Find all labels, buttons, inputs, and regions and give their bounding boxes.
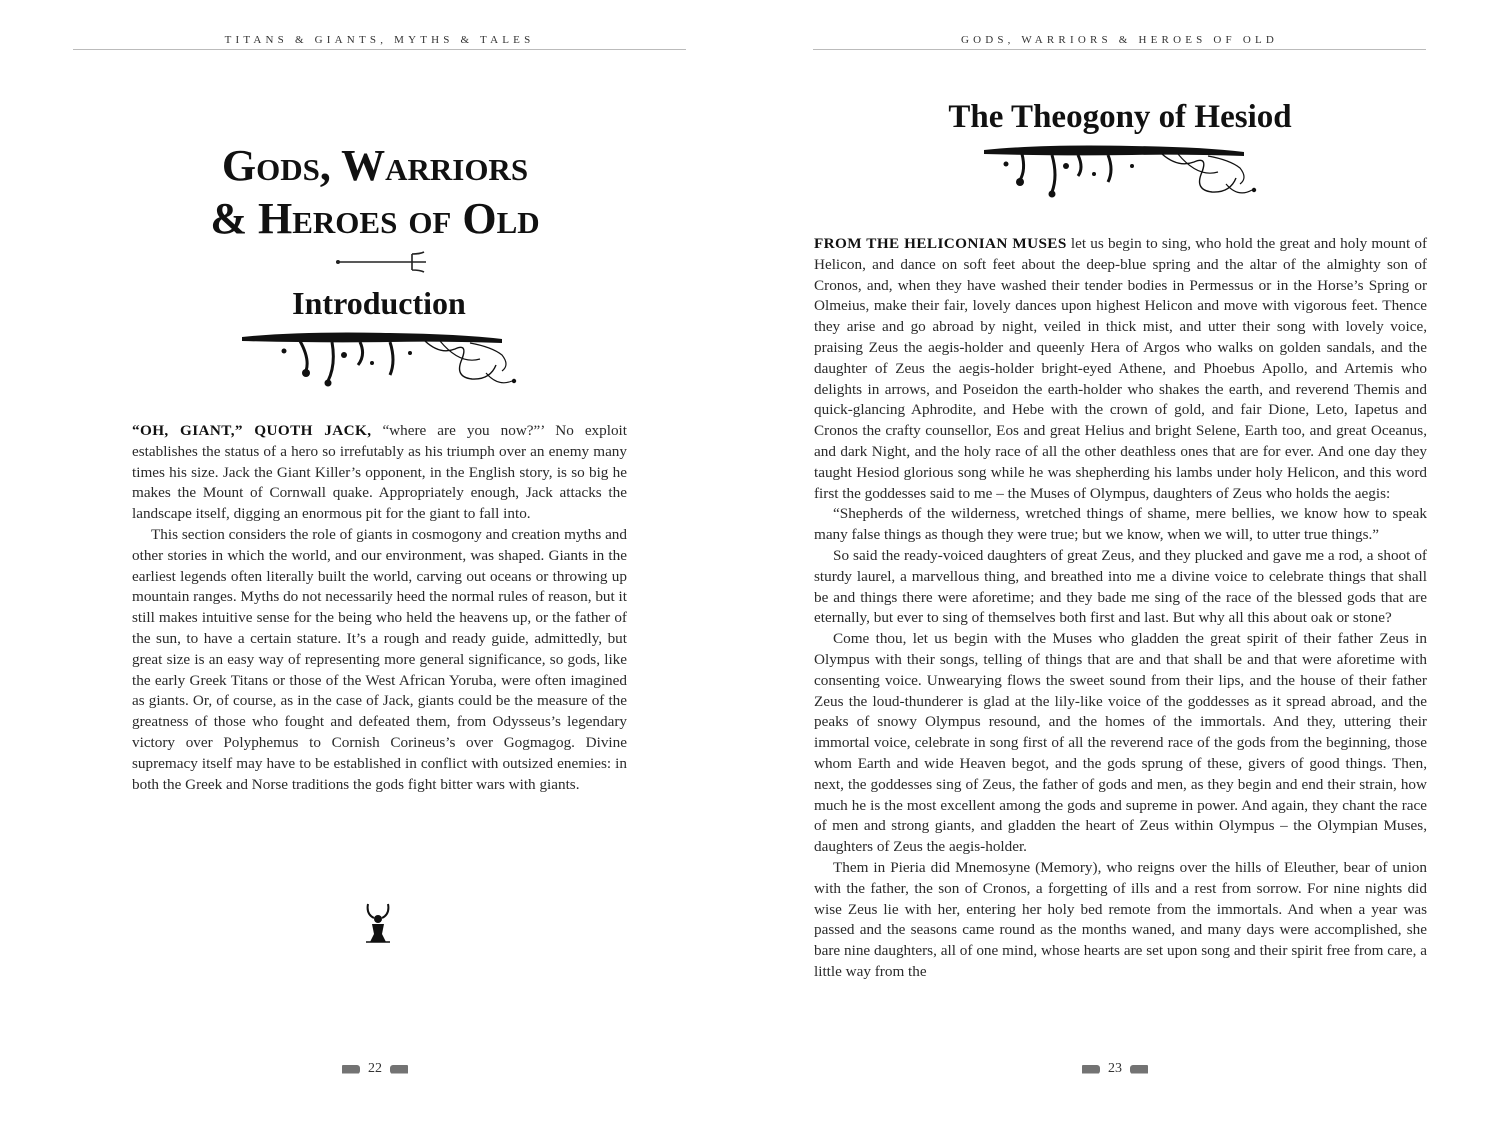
paragraph: Them in Pieria did Mnemosyne (Memory), who reigns over the hills of Eleuther, bear of union with the father, the son of Cronos, a forgetting of ills and a rest from sorrow. For nine nights did wise Zeus lie with her, entering her holy bed remote from the immortals. And when a year was passed and the seasons came round as the months waned, and many days were accomplished, she bare nine daughters, all of one mind, whose hearts are set upon song and their spirit free from care, a little way from the — [814, 858, 1427, 980]
right-page — [750, 0, 1500, 1147]
folio-ornament-icon — [390, 1065, 408, 1074]
page-number: 23 — [1108, 1061, 1122, 1076]
page-number: 22 — [368, 1061, 382, 1076]
running-head-right: GODS, WARRIORS & HEROES OF OLD — [960, 34, 1279, 46]
page-number-right — [1082, 1061, 1148, 1077]
chapter-title-line2: & Heroes of Old — [210, 194, 540, 243]
folio-ornament-icon — [342, 1065, 360, 1074]
chapter-title-line1: Gods, Warriors — [221, 141, 529, 190]
running-head-left: TITANS & GIANTS, MYTHS & TALES — [224, 34, 535, 46]
paragraph — [132, 421, 627, 525]
folio-ornament-icon — [1130, 1065, 1148, 1074]
page-number-left — [342, 1061, 408, 1077]
section-title-theogony: The Theogony of Hesiod — [948, 99, 1292, 135]
section-title-introduction: Introduction — [292, 285, 466, 321]
paragraph-text: “where are you now?”’ No exploit establishes the status of a hero so irrefutably as his triumph over an enemy many times his size. Jack the Giant Killer’s opponent, in the English story, is so big he makes the Mount of Cornwall quake. Appropriately enough, Jack attacks the landscape itself, digging an enormous pit for the giant to fall into. — [132, 422, 627, 523]
folio-ornament-icon — [1082, 1065, 1100, 1074]
theogony-text — [814, 234, 1427, 983]
ink-splatter-flourish-icon — [240, 325, 525, 390]
paragraph: “Shepherds of the wilderness, wretched things of shame, mere bellies, we know how to speak many false things as though they were true; but we know, when we will, to utter true things.” — [814, 505, 1427, 544]
horned-figure-ornament-icon — [364, 902, 392, 944]
trident-ornament-icon — [334, 251, 428, 273]
header-rule-left — [73, 49, 686, 50]
paragraph — [814, 234, 1427, 504]
introduction-text — [132, 421, 627, 795]
lead-in: FROM THE HELICONIAN MUSES — [814, 235, 1067, 252]
paragraph: Come thou, let us begin with the Muses who gladden the great spirit of their father Zeus in Olympus with their songs, telling of things that are and that shall be and that were aforetime with consenting voice. Unwearying flows the sweet sound from their lips, and the house of their father Zeus the loud-thunderer is glad at the lily-like voice of the goddesses as it spread abroad, and the peaks of snowy Olympus resound, and the homes of the immortals. And they, uttering their immortal voice, celebrate in song first of all the reverend race of the gods from the beginning, those whom Earth and wide Heaven begot, and the gods sprung of these, givers of good things. Then, next, the goddesses sing of Zeus, the father of gods and men, as they begin and end their strain, how much he is the most excellent among the gods and supreme in power. And again, they chant the race of men and strong giants, and gladden the heart of Zeus within Olympus – the Olympian Muses, daughters of Zeus the aegis-holder. — [814, 630, 1427, 856]
ink-splatter-flourish-icon — [982, 140, 1267, 205]
paragraph-text: let us begin to sing, who hold the great and holy mount of Helicon, and dance on soft feet about the deep-blue spring and the altar of the almighty son of Cronos, and, when they have washed their tender bodies in Permessus or in the Horse’s Spring or Olmeius, make their fair, lovely dances upon highest Helicon and move with vigorous feet. Thence they arise and go abroad by night, veiled in thick mist, and utter their song with lovely voice, praising Zeus the aegis-holder and queenly Hera of Argos who walks on golden sandals, and the daughter of Zeus the aegis-holder bright-eyed Athene, and Phoebus Apollo, and Artemis who delights in arrows, and Poseidon the earth-holder who shakes the earth, and reverend Themis and quick-glancing Aphrodite, and Hebe with the crown of gold, and fair Dione, Leto, Iapetus and Cronos the crafty counsellor, Eos and great Helius and bright Selene, Earth too, and great Oceanus, and dark Night, and the holy race of all the other deathless ones that are for ever. And one day they taught Hesiod glorious song while he was shepherding his lambs under holy Helicon, and this word first the goddesses said to me – the Muses of Olympus, daughters of Zeus who holds the aegis: — [814, 235, 1428, 502]
header-rule-right — [813, 49, 1426, 50]
lead-in: “OH, GIANT,” QUOTH JACK, — [132, 422, 372, 439]
paragraph: So said the ready-voiced daughters of great Zeus, and they plucked and gave me a rod, a shoot of sturdy laurel, a marvellous thing, and breathed into me a divine voice to celebrate things that shall be and things there were aforetime; and they bade me sing of the race of the blessed gods that are eternally, but ever to sing of themselves both first and last. But why all this about oak or stone? — [814, 546, 1427, 627]
paragraph: This section considers the role of giants in cosmogony and creation myths and other stories in which the world, and our environment, was shaped. Giants in the earliest legends often literally built the world, carving out oceans or throwing up mountain ranges. Myths do not necessarily heed the normal rules of reason, but it still makes intuitive sense for the being who held the heavens up, or the father of the sun, to have a certain stature. It’s a rough and ready guide, admittedly, but great size is an easy way of representing more general significance, so gods, like the early Greek Titans or those of the West African Yoruba, were often imagined as giants. Or, of course, as in the case of Jack, giants could be the measure of the greatness of those who fought and defeated them, from Odysseus’s legendary victory over Polyphemus to Cornish Corineus’s over Gogmagog. Divine supremacy itself may have to be established in conflict with outsized enemies: in both the Greek and Norse traditions the gods fight bitter wars with giants. — [132, 525, 627, 793]
